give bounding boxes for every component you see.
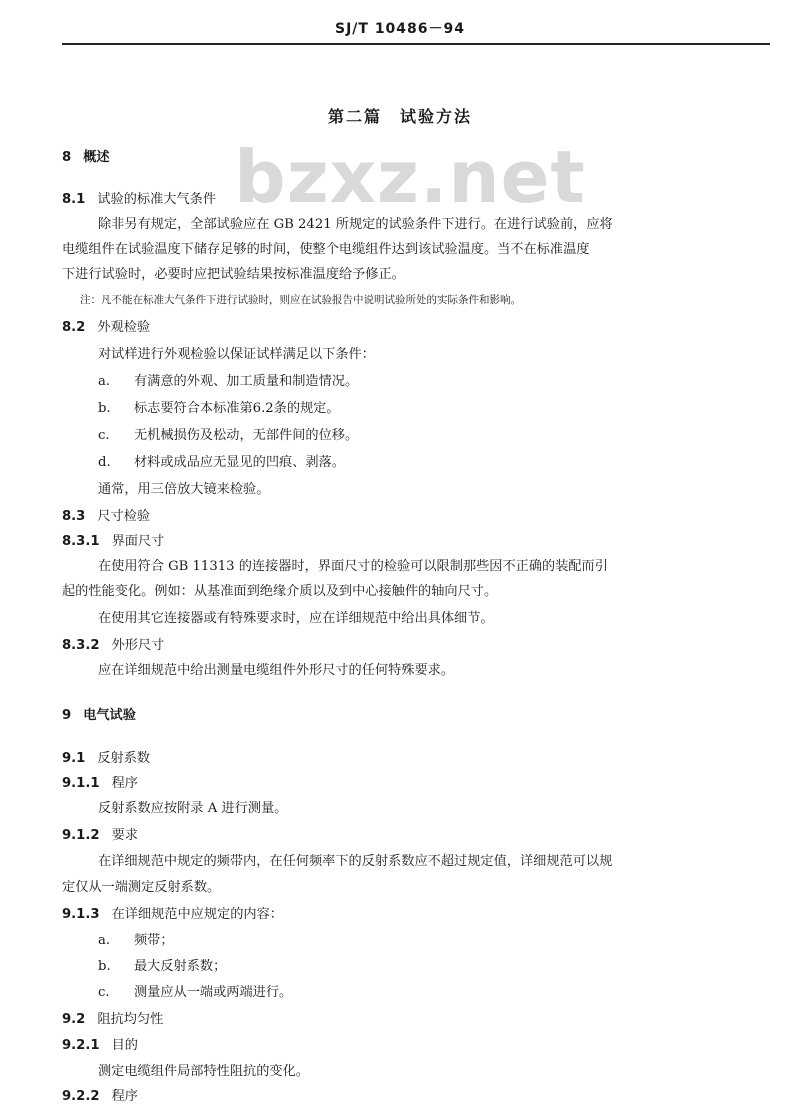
paragraph-line: 在使用其它连接器或有特殊要求时，应在详细规范中给出具体细节。 [98,611,494,626]
section-title: 程序 [111,1089,138,1104]
section-number: 8.3.1 [62,534,100,549]
section-8-3-1-heading [62,532,164,552]
section-title: 外观检验 [97,320,151,335]
list-item [98,957,226,977]
list-marker: b. [98,959,111,974]
list-marker: a. [98,374,111,389]
list-text: 标志要符合本标准第6.2条的规定。 [134,401,340,416]
section-number: 8 [62,150,72,165]
paragraph-line: 除非另有规定，全部试验应在 GB 2421 所规定的试验条件下进行。在进行试验前，应将 [98,217,613,232]
paragraph-line: 测定电缆组件局部特性阻抗的变化。 [98,1064,309,1079]
list-item [98,372,358,392]
list-marker: c. [98,428,110,443]
list-item [98,426,358,446]
section-title: 界面尺寸 [111,534,165,549]
section-title: 尺寸检验 [97,509,151,524]
section-title: 外形尺寸 [111,638,165,653]
section-8-heading [62,148,110,168]
section-8-3-2-heading [62,636,164,656]
section-title: 目的 [111,1038,138,1053]
list-marker: b. [98,401,111,416]
section-9-1-heading [62,749,150,769]
section-number: 8.3.2 [62,638,100,653]
section-9-2-heading [62,1010,163,1030]
list-item [98,983,292,1003]
list-item [98,931,174,951]
list-text: 频带； [134,933,174,948]
paragraph-line: 定仅从一端测定反射系数。 [62,880,221,895]
list-text: 测量应从一端或两端进行。 [134,985,293,1000]
list-item [98,399,340,419]
section-9-1-3-heading [62,905,283,925]
section-title: 试验的标准大气条件 [97,192,217,207]
watermark: bzxz.net [234,135,586,219]
note: 注：凡不能在标准大气条件下进行试验时，则应在试验报告中说明试验所处的实际条件和影响。 [80,294,521,306]
list-text: 无机械损伤及松动，无部件间的位移。 [134,428,359,443]
list-marker: d. [98,455,111,470]
section-9-1-1-heading [62,774,138,794]
section-number: 9.2.2 [62,1089,100,1104]
section-title: 要求 [111,828,138,843]
section-title: 在详细规范中应规定的内容： [111,907,283,922]
section-title: 程序 [111,776,138,791]
section-number: 9.2.1 [62,1038,100,1053]
paragraph-line: 电缆组件在试验温度下储存足够的时间，使整个电缆组件达到该试验温度。当不在标准温度 [62,242,590,257]
paragraph-line: 应在详细规范中给出测量电缆组件外形尺寸的任何特殊要求。 [98,663,455,678]
section-number: 8.2 [62,320,86,335]
list-item [98,453,345,473]
section-number: 9 [62,708,72,723]
section-number: 9.1.1 [62,776,100,791]
paragraph-line: 在详细规范中规定的频带内，在任何频率下的反射系数应不超过规定值，详细规范可以规 [98,854,613,869]
paragraph-line: 通常，用三倍放大镜来检验。 [98,482,270,497]
section-8-2-heading [62,318,150,338]
section-title: 阻抗均匀性 [97,1012,164,1027]
section-9-1-2-heading [62,826,138,846]
section-8-3-heading [62,507,150,527]
list-marker: a. [98,933,111,948]
section-title: 概述 [83,150,110,165]
section-title: 电气试验 [83,708,136,723]
list-text: 有满意的外观、加工质量和制造情况。 [134,374,359,389]
paragraph-line: 对试样进行外观检验以保证试样满足以下条件： [98,347,375,362]
list-text: 最大反射系数； [134,959,227,974]
list-text: 材料或成品应无显见的凹痕、剥落。 [134,455,345,470]
section-9-2-1-heading [62,1036,138,1056]
section-title: 反射系数 [97,751,151,766]
header-rule [62,43,770,45]
section-9-2-2-heading [62,1087,138,1107]
list-marker: c. [98,985,110,1000]
part-title: 第二篇 试验方法 [327,107,472,126]
section-number: 9.1.3 [62,907,100,922]
section-8-1-heading [62,190,216,210]
paragraph-line: 起的性能变化。例如：从基准面到绝缘介质以及到中心接触件的轴向尺寸。 [62,584,498,599]
paragraph-line: 下进行试验时，必要时应把试验结果按标准温度给予修正。 [62,267,405,282]
section-number: 8.3 [62,509,86,524]
section-number: 9.2 [62,1012,86,1027]
paragraph-line: 反射系数应按附录 A 进行测量。 [98,801,288,816]
section-number: 9.1.2 [62,828,100,843]
paragraph-line: 在使用符合 GB 11313 的连接器时，界面尺寸的检验可以限制那些因不正确的装配而引 [98,559,608,574]
section-9-heading [62,706,136,726]
document-code: SJ/T 10486－94 [334,21,466,37]
section-number: 8.1 [62,192,86,207]
section-number: 9.1 [62,751,86,766]
